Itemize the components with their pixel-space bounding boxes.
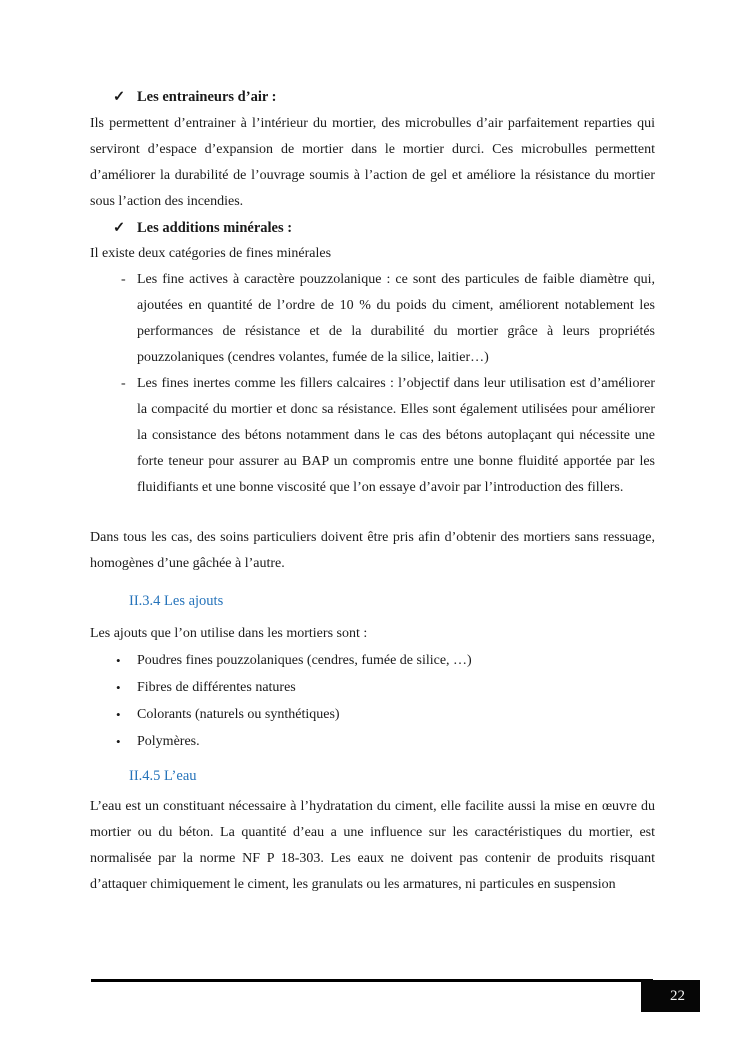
page-number-badge (641, 980, 700, 1012)
page-number: 22 (670, 987, 685, 1004)
paragraph-eau: L’eau est un constituant nécessaire à l’hydratation du ciment, elle facilite aussi la mise en œuvre du mortier ou du béton. La quantité d’eau a une influence sur les caractéristiques du mortier, est normalisée par la norme NF P 18-303. Les eaux ne doivent pas contenir de produits risquant d’attaquer chimiquement le ciment, les granulats ou les armatures, ni particules en suspension (90, 799, 655, 892)
dash-marker: - (121, 376, 126, 391)
paragraph-ajouts-intro: Les ajouts que l’on utilise dans les mortiers sont : (90, 626, 368, 641)
check-item-label: Les entraineurs d’air : (137, 89, 277, 105)
dash-marker: - (121, 272, 126, 287)
list-item-text: Polymères. (137, 734, 200, 749)
list-item-text: Poudres fines pouzzolaniques (cendres, fumée de silice, …) (137, 653, 472, 668)
bullet-marker: • (116, 734, 121, 749)
paragraph-fines-intro: Il existe deux catégories de fines minérales (90, 246, 332, 261)
list-item-text: Fibres de différentes natures (137, 680, 296, 695)
list-item-text: Les fines inertes comme les fillers calcaires : l’objectif dans leur utilisation est d’améliorer la compacité du mortier et donc sa résistance. Elles sont également utilisées pour améliorer la consistance des bétons notamment dans le cas des bétons autoplaçant qui nécessite une forte teneur pour assurer au BAP un compromis entre une bonne fluidité apportée par les fluidifiants et une bonne viscosité que l’on essaye d’avoir par l’introduction des fillers. (137, 376, 655, 495)
bullet-marker: • (116, 653, 121, 668)
paragraph-air-entrainers: Ils permettent d’entrainer à l’intérieur du mortier, des microbulles d’air parfaitement reparties qui serviront d’espace d’expansion de mortier dans le mortier durci. Ces microbulles permettent d’améliorer la durabilité de l’ouvrage soumis à l’action de gel et améliore la résistance du mortier sous l’action des incendies. (90, 116, 655, 209)
list-item-text: Colorants (naturels ou synthétiques) (137, 707, 340, 722)
check-list-item-additions (90, 215, 655, 241)
list-item (90, 675, 655, 701)
checkmark-icon: ✓ (113, 220, 126, 236)
paragraph-care-note: Dans tous les cas, des soins particuliers doivent être pris afin d’obtenir des mortiers sans ressuage, homogènes d’une gâchée à l’autre. (90, 530, 655, 571)
check-list-item-air (90, 84, 655, 110)
bullet-marker: • (116, 707, 121, 722)
bullet-marker: • (116, 680, 121, 695)
list-item-text: Les fine actives à caractère pouzzolanique : ce sont des particules de faible diamètre qui, ajoutées en quantité de l’ordre de 10 % du poids du ciment, améliorent notablement les performances de résistance et de la durabilité du mortier grâce à leurs propriétés pouzzolaniques (cendres volantes, fumée de la silice, laitier…) (137, 272, 655, 365)
section-heading-ajouts: II.3.4 Les ajouts (129, 593, 224, 609)
list-item (90, 702, 655, 728)
checkmark-icon: ✓ (113, 89, 126, 105)
list-item (90, 267, 655, 371)
check-item-label: Les additions minérales : (137, 220, 293, 236)
dash-list (90, 267, 655, 501)
list-item (90, 729, 655, 755)
list-item (90, 648, 655, 674)
list-item (90, 371, 655, 501)
section-heading-eau: II.4.5 L’eau (129, 768, 197, 784)
footer-rule (91, 979, 653, 982)
bullet-list (90, 648, 655, 755)
page-content (90, 84, 655, 898)
